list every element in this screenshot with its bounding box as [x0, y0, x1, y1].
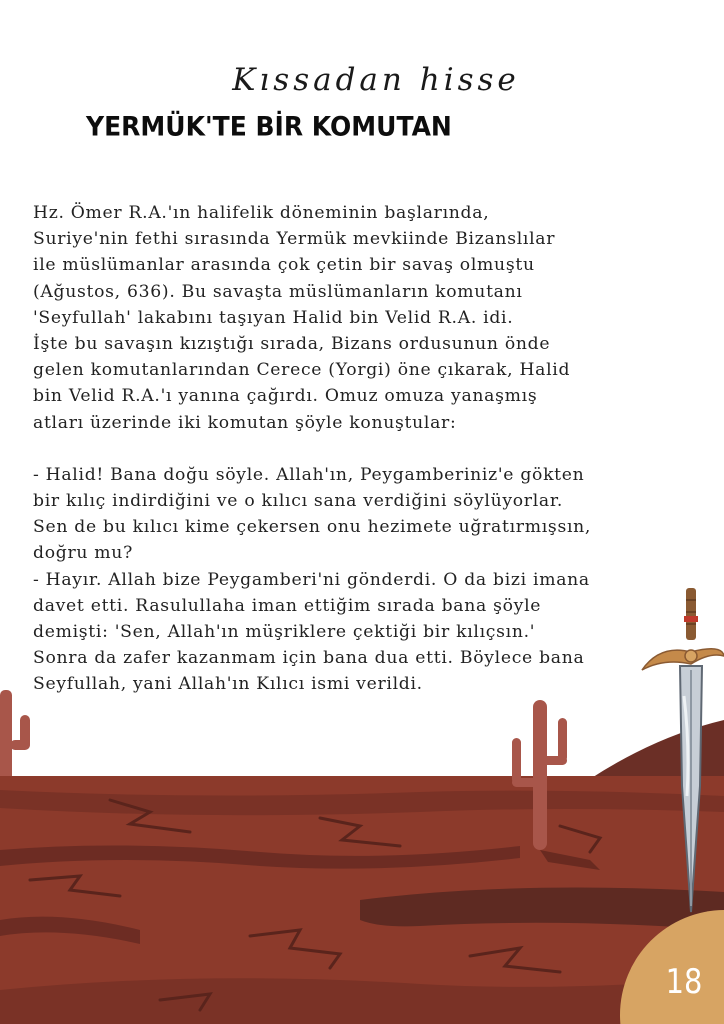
story-line: bin Velid R.A.'ı yanına çağırdı. Omuz omuza yanaşmış: [33, 386, 538, 407]
story-line: Hz. Ömer R.A.'ın halifelik döneminin başlarında,: [33, 203, 490, 223]
story-line: Sonra da zafer kazanmam için bana dua etti. Böylece bana: [33, 648, 585, 669]
story-line: gelen komutanlarından Cerece (Yorgi) öne çıkarak, Halid: [33, 360, 571, 381]
story-line: Suriye'nin fethi sırasında Yermük mevkiinde Bizanslılar: [33, 229, 556, 250]
cactus-left: [0, 690, 30, 785]
story-line: - Hayır. Allah bize Peygamberi'ni gönderdi. O da bizi imana: [33, 569, 590, 590]
story-line: doğru mu?: [33, 543, 133, 564]
section-subtitle: Kıssadan hisse: [232, 62, 520, 98]
story-line: Seyfullah, yani Allah'ın Kılıcı ismi verildi.: [33, 674, 423, 695]
page-title: YERMÜK'TE BİR KOMUTAN: [86, 110, 452, 143]
sword-illustration: [640, 586, 724, 916]
story-line: atları üzerinde iki komutan şöyle konuştular:: [33, 412, 457, 433]
story-line: İşte bu savaşın kızıştığı sırada, Bizans ordusunun önde: [33, 334, 551, 355]
story-line: 'Seyfullah' lakabını taşıyan Halid bin Velid R.A. idi.: [33, 307, 514, 328]
paragraph-gap: [33, 436, 713, 462]
story-line: ile müslümanlar arasında çok çetin bir savaş olmuştu: [33, 255, 535, 276]
story-line: Sen de bu kılıcı kime çekersen onu hezimete uğratırmışsın,: [33, 517, 592, 538]
story-line: bir kılıç indirdiğini ve o kılıcı sana verdiğini söylüyorlar.: [33, 491, 564, 512]
story-line: (Ağustos, 636). Bu savaşta müslümanların komutanı: [33, 281, 523, 302]
story-line: demişti: 'Sen, Allah'ın müşriklere çektiği bir kılıçsın.': [33, 622, 536, 643]
story-line: - Halid! Bana doğu söyle. Allah'ın, Peygamberiniz'e gökten: [33, 464, 585, 485]
page-number: 18: [665, 962, 703, 1002]
story-text: [33, 200, 713, 698]
story-line: davet etti. Rasulullaha iman ettiğim sırada bana şöyle: [33, 595, 542, 616]
